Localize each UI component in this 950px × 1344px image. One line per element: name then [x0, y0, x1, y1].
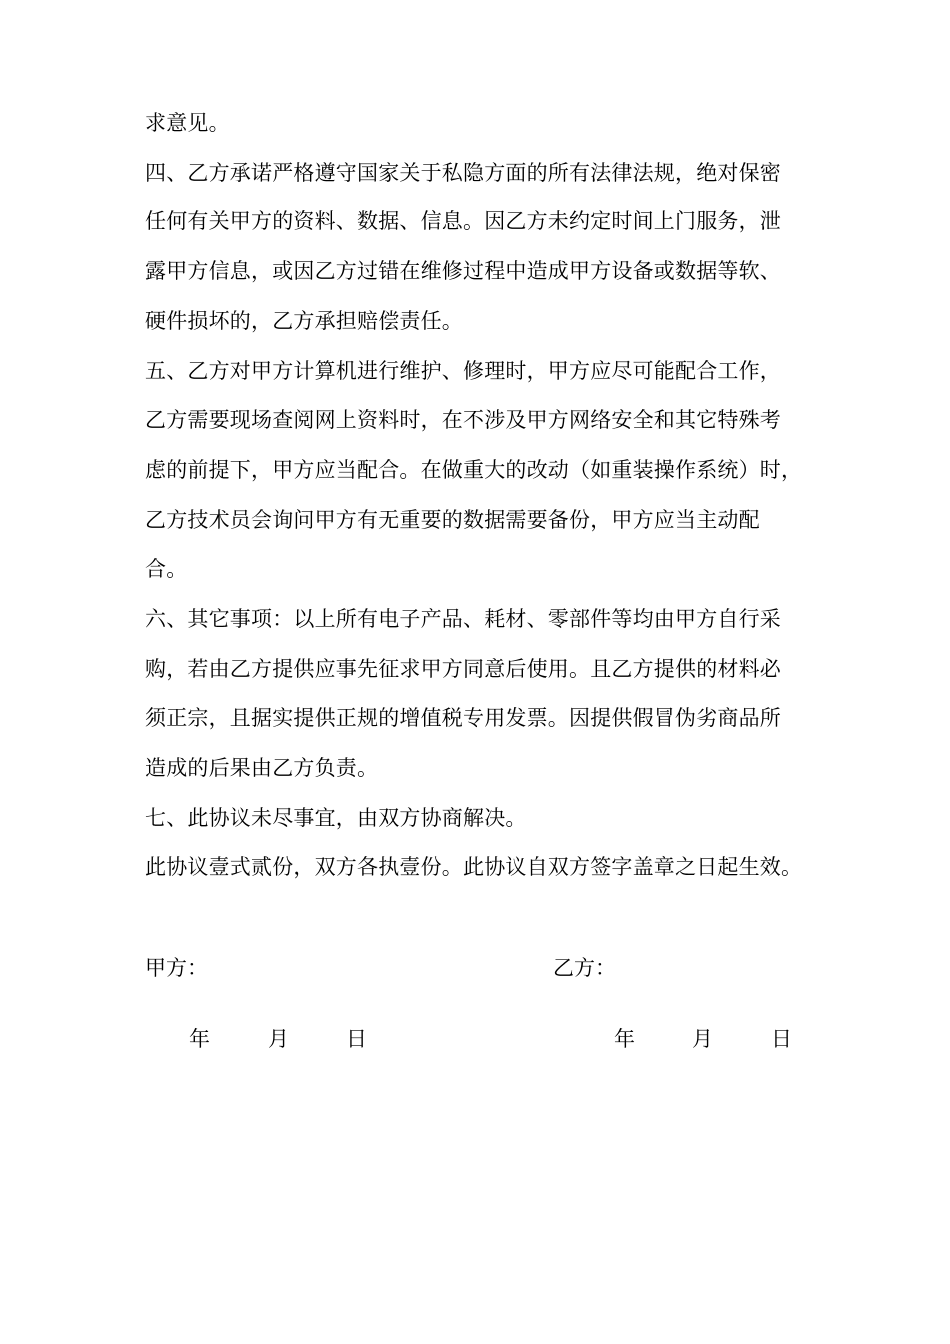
- text-line: 虑的前提下，甲方应当配合。在做重大的改动（如重装操作系统）时，: [145, 458, 803, 482]
- text-line: 五、乙方对甲方计算机进行维护、修理时，甲方应尽可能配合工作，: [145, 359, 781, 383]
- text-line: 乙方技术员会询问甲方有无重要的数据需要备份，甲方应当主动配: [145, 508, 760, 532]
- party-a-year: 年: [189, 1027, 210, 1051]
- text-line: 造成的后果由乙方负责。: [145, 756, 379, 780]
- text-line: 任何有关甲方的资料、数据、信息。因乙方未约定时间上门服务，泄: [145, 209, 781, 233]
- text-line: 购，若由乙方提供应事先征求甲方同意后使用。且乙方提供的材料必: [145, 657, 781, 681]
- party-b-year: 年: [614, 1027, 635, 1051]
- party-a-day: 日: [346, 1027, 367, 1051]
- party-b-day: 日: [771, 1027, 792, 1051]
- text-line: 合。: [145, 557, 188, 581]
- text-line: 须正宗，且据实提供正规的增值税专用发票。因提供假冒伪劣商品所: [145, 706, 781, 730]
- text-line: 露甲方信息，或因乙方过错在维修过程中造成甲方设备或数据等软、: [145, 259, 781, 283]
- party-b-label: 乙方：: [553, 956, 616, 980]
- text-line: 七、此协议未尽事宜，由双方协商解决。: [145, 806, 527, 830]
- party-a-label: 甲方：: [145, 956, 208, 980]
- text-line: 乙方需要现场查阅网上资料时，在不涉及甲方网络安全和其它特殊考: [145, 408, 781, 432]
- party-b-month: 月: [692, 1027, 713, 1051]
- text-line: 六、其它事项：以上所有电子产品、耗材、零部件等均由甲方自行采: [145, 607, 781, 631]
- text-line: 求意见。: [145, 111, 230, 135]
- text-line: 硬件损坏的，乙方承担赔偿责任。: [145, 309, 463, 333]
- text-line: 四、乙方承诺严格遵守国家关于私隐方面的所有法律法规，绝对保密: [145, 161, 781, 185]
- party-a-month: 月: [268, 1027, 289, 1051]
- text-line: 此协议壹式贰份，双方各执壹份。此协议自双方签字盖章之日起生效。: [145, 855, 803, 879]
